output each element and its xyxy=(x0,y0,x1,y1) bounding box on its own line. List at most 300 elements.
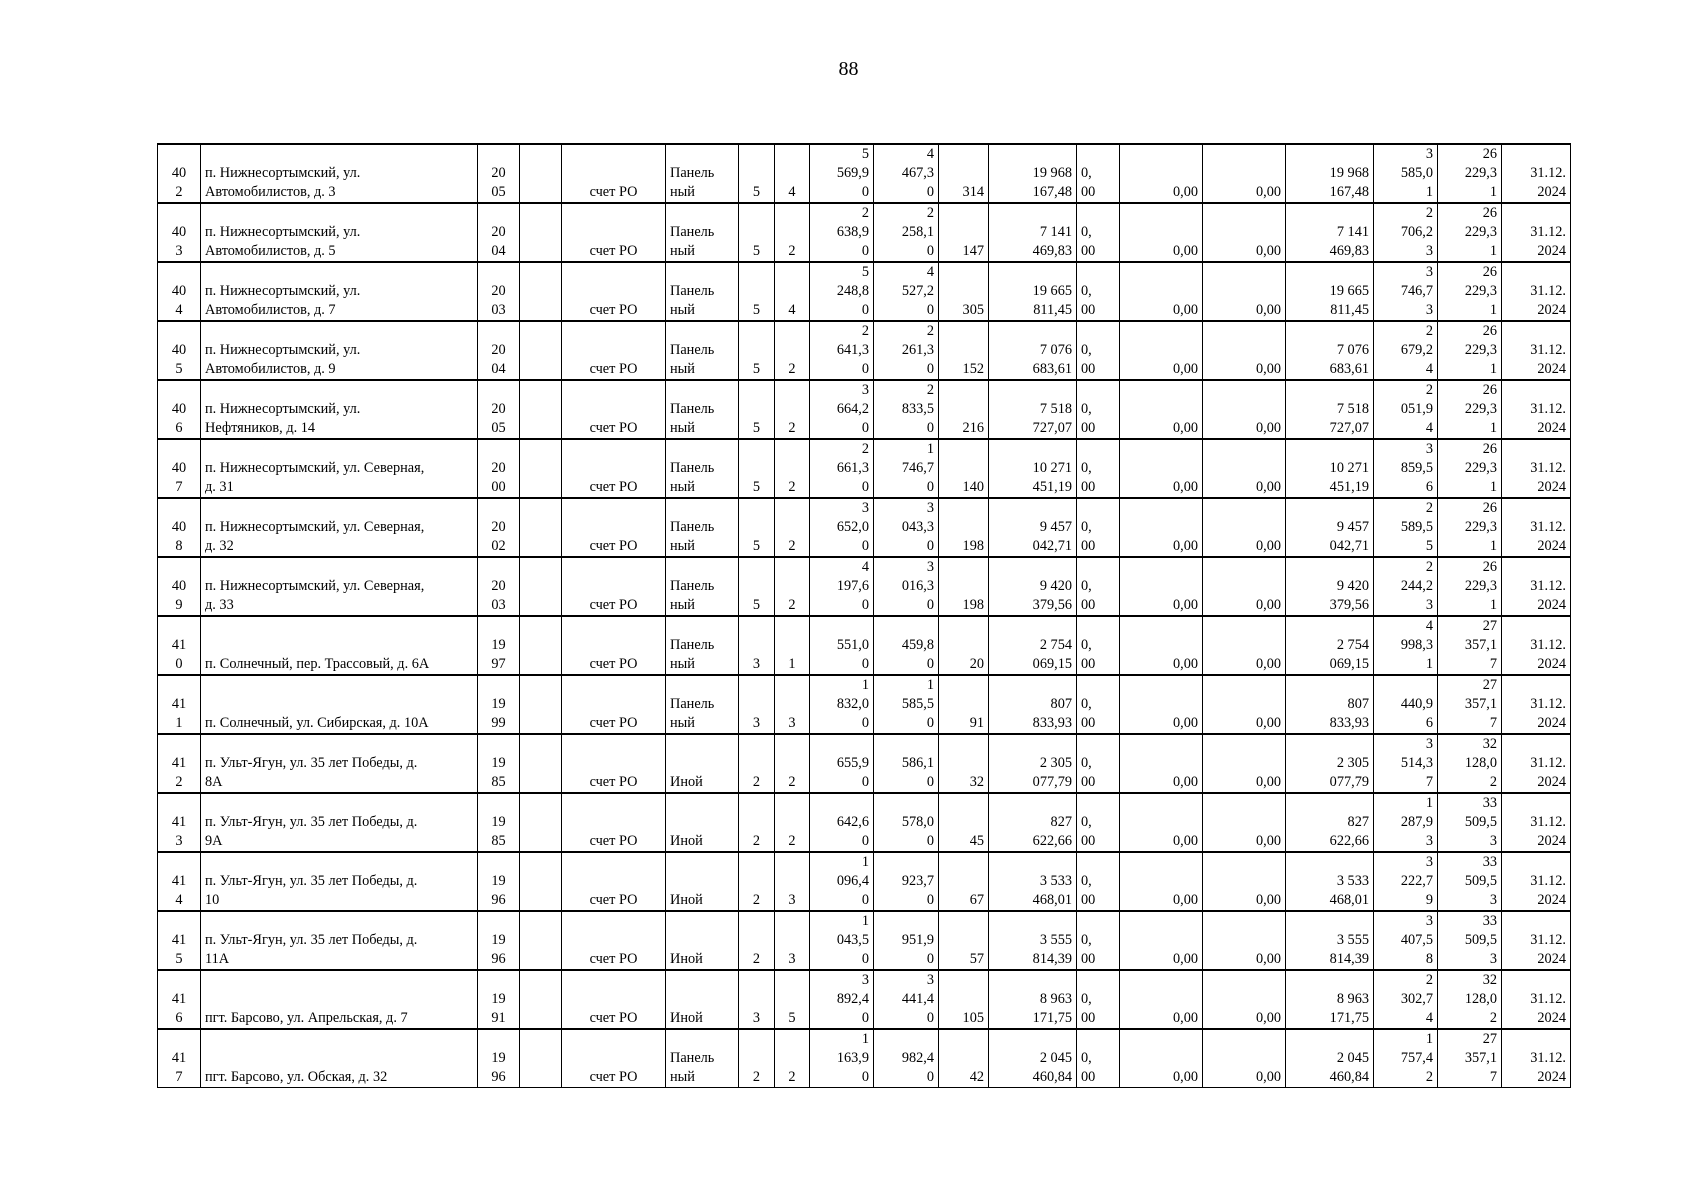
total-area xyxy=(810,675,874,734)
max-cost-per-m2-line: 7 xyxy=(1489,715,1497,731)
address-cell-line: Автомобилистов, д. 7 xyxy=(205,302,336,318)
entrances-line: 2 xyxy=(788,479,796,495)
planned-date-line: 31.12. xyxy=(1530,991,1566,1007)
max-cost-per-m2-line: 32 xyxy=(1482,736,1497,752)
fund-share-line: 0, xyxy=(1081,991,1092,1007)
total-area-line xyxy=(814,794,869,813)
row-number xyxy=(158,498,201,557)
total-cost xyxy=(989,734,1077,793)
total-area-line: 0 xyxy=(861,715,869,731)
wall-material-line: Панель xyxy=(670,165,715,181)
cost-per-m2-line: 679,2 xyxy=(1400,342,1433,358)
commission-year-line: 20 xyxy=(491,578,506,594)
max-cost-per-m2-line: 2 xyxy=(1489,774,1497,790)
max-cost-per-m2 xyxy=(1438,498,1502,557)
row-number-line: 40 xyxy=(171,342,187,358)
total-cost-line: 3 533 xyxy=(1039,873,1072,889)
table-row xyxy=(158,498,1571,557)
blank-cell-line xyxy=(524,360,557,379)
living-area xyxy=(874,557,939,616)
cost-per-m2-line: 2 xyxy=(1425,500,1433,516)
planned-date-line: 2024 xyxy=(1537,302,1566,318)
fund-method xyxy=(562,970,666,1029)
blank-cell-line xyxy=(524,1068,557,1087)
max-cost-per-m2-line: 26 xyxy=(1482,382,1497,398)
address-cell xyxy=(201,675,478,734)
total-area-line: 0 xyxy=(861,184,869,200)
fund-method xyxy=(562,144,666,203)
table-row xyxy=(158,793,1571,852)
max-cost-per-m2-line: 229,3 xyxy=(1464,460,1497,476)
cost-per-m2-line: 514,3 xyxy=(1400,755,1433,771)
total-area xyxy=(810,734,874,793)
entrances xyxy=(775,852,810,911)
blank-cell xyxy=(520,1029,562,1088)
budget-share-b-line: 0,00 xyxy=(1255,361,1281,377)
living-area-line: 2 xyxy=(926,382,934,398)
table-row xyxy=(158,557,1571,616)
owners-funds-line: 469,83 xyxy=(1329,243,1369,259)
fund-share xyxy=(1077,616,1120,675)
blank-cell-line xyxy=(524,419,557,438)
owners-funds xyxy=(1286,1029,1374,1088)
total-area-line: 1 xyxy=(861,677,869,693)
wall-material-line: Панель xyxy=(670,578,715,594)
budget-share-b-line: 0,00 xyxy=(1255,656,1281,672)
owners-funds-line: 19 665 xyxy=(1329,283,1369,299)
planned-date xyxy=(1502,734,1571,793)
budget-share-b-line: 0,00 xyxy=(1255,420,1281,436)
budget-share-b-line: 0,00 xyxy=(1255,892,1281,908)
wall-material-line: Иной xyxy=(670,1010,703,1026)
max-cost-per-m2-line: 1 xyxy=(1489,302,1497,318)
max-cost-per-m2 xyxy=(1438,1029,1502,1088)
address-cell-line: Автомобилистов, д. 5 xyxy=(205,243,336,259)
row-number-line: 7 xyxy=(175,1069,183,1085)
fund-share xyxy=(1077,144,1120,203)
fund-method-line: счет РО xyxy=(589,361,638,377)
total-area-line: 664,2 xyxy=(836,401,869,417)
fund-method-line: счет РО xyxy=(589,1069,638,1085)
planned-date-line: 31.12. xyxy=(1530,460,1566,476)
cost-per-m2 xyxy=(1374,616,1438,675)
cost-per-m2-line: 407,5 xyxy=(1400,932,1433,948)
entrances xyxy=(775,734,810,793)
fund-share xyxy=(1077,675,1120,734)
owners-funds xyxy=(1286,203,1374,262)
owners-funds xyxy=(1286,911,1374,970)
total-area-line: 1 xyxy=(861,913,869,929)
fund-share-line: 00 xyxy=(1081,479,1096,495)
planned-date-line: 31.12. xyxy=(1530,696,1566,712)
row-number-line: 41 xyxy=(171,1050,187,1066)
table-row xyxy=(158,616,1571,675)
wall-material-line xyxy=(670,990,734,1009)
owners-funds-line: 807 xyxy=(1347,696,1369,712)
commission-year xyxy=(478,439,520,498)
commission-year-line: 19 xyxy=(491,637,506,653)
commission-year-line: 05 xyxy=(491,184,506,200)
fund-share xyxy=(1077,498,1120,557)
address-cell-line: п. Нижнесортымский, ул. xyxy=(205,401,361,417)
cost-per-m2-line: 3 xyxy=(1425,736,1433,752)
wall-material xyxy=(666,675,739,734)
owners-funds xyxy=(1286,321,1374,380)
total-area-line: 892,4 xyxy=(836,991,869,1007)
planned-date-line: 2024 xyxy=(1537,1010,1566,1026)
residents-line: 198 xyxy=(962,597,984,613)
address-cell-line: п. Нижнесортымский, ул. xyxy=(205,165,361,181)
living-area-line: 459,8 xyxy=(901,637,934,653)
fund-share xyxy=(1077,203,1120,262)
address-cell xyxy=(201,970,478,1029)
cost-per-m2 xyxy=(1374,970,1438,1029)
row-number-line: 40 xyxy=(171,224,187,240)
max-cost-per-m2-line: 26 xyxy=(1482,323,1497,339)
fund-method xyxy=(562,439,666,498)
commission-year-line: 03 xyxy=(491,302,506,318)
living-area xyxy=(874,675,939,734)
budget-share-a-line: 0,00 xyxy=(1172,951,1198,967)
owners-funds-line: 9 457 xyxy=(1336,519,1369,535)
living-area-line: 0 xyxy=(926,243,934,259)
wall-material-line: Панель xyxy=(670,224,715,240)
wall-material-line: Панель xyxy=(670,401,715,417)
total-cost-line: 042,71 xyxy=(1032,538,1072,554)
max-cost-per-m2-line: 229,3 xyxy=(1464,401,1497,417)
floors-line: 2 xyxy=(752,1069,761,1085)
planned-date-line: 31.12. xyxy=(1530,755,1566,771)
fund-share xyxy=(1077,262,1120,321)
cost-per-m2-line: 287,9 xyxy=(1400,814,1433,830)
living-area-line: 043,3 xyxy=(901,519,934,535)
row-number-line: 41 xyxy=(171,873,187,889)
blank-cell-line xyxy=(524,1009,557,1028)
floors-line: 5 xyxy=(752,479,761,495)
total-area xyxy=(810,970,874,1029)
total-area-line: 0 xyxy=(861,892,869,908)
floors xyxy=(739,734,775,793)
fund-share-line: 00 xyxy=(1081,892,1096,908)
address-cell xyxy=(201,734,478,793)
planned-date-line: 2024 xyxy=(1537,184,1566,200)
floors xyxy=(739,380,775,439)
floors-line: 2 xyxy=(752,892,761,908)
budget-share-b-line: 0,00 xyxy=(1255,1069,1281,1085)
fund-method xyxy=(562,793,666,852)
fund-method xyxy=(562,321,666,380)
total-cost-line: 077,79 xyxy=(1032,774,1072,790)
entrances-line: 4 xyxy=(788,184,796,200)
address-cell-line: Автомобилистов, д. 9 xyxy=(205,361,336,377)
entrances-line: 2 xyxy=(788,243,796,259)
living-area-line xyxy=(878,794,934,813)
entrances-line: 2 xyxy=(788,420,796,436)
total-area-line: 5 xyxy=(861,146,869,162)
living-area-line: 2 xyxy=(926,323,934,339)
wall-material-line: ный xyxy=(670,597,695,613)
planned-date-line: 2024 xyxy=(1537,538,1566,554)
total-area xyxy=(810,203,874,262)
total-cost xyxy=(989,852,1077,911)
residents xyxy=(939,557,989,616)
residents xyxy=(939,734,989,793)
owners-funds-line: 2 305 xyxy=(1336,755,1369,771)
total-cost-line: 811,45 xyxy=(1033,302,1072,318)
owners-funds-line: 077,79 xyxy=(1329,774,1369,790)
planned-date-line: 31.12. xyxy=(1530,873,1566,889)
table-row xyxy=(158,203,1571,262)
blank-cell-line xyxy=(524,478,557,497)
wall-material xyxy=(666,203,739,262)
fund-method xyxy=(562,498,666,557)
entrances-line: 2 xyxy=(788,1069,796,1085)
residents xyxy=(939,793,989,852)
residents-line: 45 xyxy=(969,833,984,849)
entrances-line: 3 xyxy=(788,715,796,731)
planned-date xyxy=(1502,852,1571,911)
residents xyxy=(939,380,989,439)
living-area-line: 3 xyxy=(926,559,934,575)
max-cost-per-m2 xyxy=(1438,203,1502,262)
planned-date-line: 2024 xyxy=(1537,243,1566,259)
budget-share-b xyxy=(1203,380,1286,439)
fund-method xyxy=(562,616,666,675)
address-cell xyxy=(201,498,478,557)
owners-funds xyxy=(1286,970,1374,1029)
total-cost-line: 2 045 xyxy=(1039,1050,1072,1066)
blank-cell xyxy=(520,262,562,321)
total-area-line: 641,3 xyxy=(836,342,869,358)
floors xyxy=(739,321,775,380)
commission-year-line: 02 xyxy=(491,538,506,554)
total-area xyxy=(810,557,874,616)
wall-material-line: Панель xyxy=(670,342,715,358)
wall-material xyxy=(666,144,739,203)
residents-line: 305 xyxy=(962,302,984,318)
floors-line: 5 xyxy=(752,597,761,613)
total-area-line: 832,0 xyxy=(836,696,869,712)
residents-line: 152 xyxy=(962,361,984,377)
total-area xyxy=(810,911,874,970)
floors xyxy=(739,911,775,970)
planned-date xyxy=(1502,616,1571,675)
planned-date xyxy=(1502,380,1571,439)
wall-material xyxy=(666,793,739,852)
total-cost-line: 167,48 xyxy=(1032,184,1072,200)
blank-cell xyxy=(520,144,562,203)
owners-funds-line: 683,61 xyxy=(1329,361,1369,377)
table-row xyxy=(158,970,1571,1029)
max-cost-per-m2 xyxy=(1438,616,1502,675)
cost-per-m2-line: 4 xyxy=(1425,361,1433,377)
cost-per-m2-line: 2 xyxy=(1425,1069,1433,1085)
budget-share-a-line: 0,00 xyxy=(1172,302,1198,318)
owners-funds-line: 167,48 xyxy=(1329,184,1369,200)
budget-share-a-line: 0,00 xyxy=(1172,361,1198,377)
entrances-line: 2 xyxy=(788,597,796,613)
max-cost-per-m2-line: 509,5 xyxy=(1464,873,1497,889)
address-cell-line: пгт. Барсово, ул. Апрельская, д. 7 xyxy=(205,1010,408,1026)
commission-year-line: 85 xyxy=(491,833,506,849)
max-cost-per-m2-line: 26 xyxy=(1482,441,1497,457)
cost-per-m2-line: 5 xyxy=(1425,538,1433,554)
commission-year xyxy=(478,380,520,439)
row-number xyxy=(158,203,201,262)
living-area xyxy=(874,734,939,793)
owners-funds-line: 10 271 xyxy=(1329,460,1369,476)
fund-share-line: 00 xyxy=(1081,597,1096,613)
max-cost-per-m2-line: 357,1 xyxy=(1464,637,1497,653)
page-number: 88 xyxy=(838,58,859,80)
wall-material-line: ный xyxy=(670,479,695,495)
fund-share-line: 00 xyxy=(1081,538,1096,554)
budget-share-a xyxy=(1120,557,1203,616)
living-area-line: 0 xyxy=(926,361,934,377)
commission-year-line: 19 xyxy=(491,1050,506,1066)
wall-material xyxy=(666,852,739,911)
commission-year xyxy=(478,793,520,852)
owners-funds xyxy=(1286,852,1374,911)
cost-per-m2-line: 7 xyxy=(1425,774,1433,790)
planned-date-line: 2024 xyxy=(1537,656,1566,672)
total-cost xyxy=(989,380,1077,439)
living-area-line: 0 xyxy=(926,774,934,790)
total-area-line: 638,9 xyxy=(836,224,869,240)
total-area-line: 2 xyxy=(861,441,869,457)
total-area-line: 1 xyxy=(861,1031,869,1047)
owners-funds-line: 460,84 xyxy=(1329,1069,1369,1085)
row-number-line: 41 xyxy=(171,696,187,712)
entrances-line: 1 xyxy=(788,656,796,672)
wall-material-line: ный xyxy=(670,184,695,200)
entrances-line: 2 xyxy=(788,774,796,790)
table-body xyxy=(158,144,1571,1088)
address-cell-line xyxy=(205,695,473,714)
budget-share-a xyxy=(1120,793,1203,852)
fund-share-line: 0, xyxy=(1081,165,1092,181)
cost-per-m2-line: 2 xyxy=(1425,559,1433,575)
living-area xyxy=(874,616,939,675)
blank-cell xyxy=(520,321,562,380)
entrances xyxy=(775,970,810,1029)
row-number-line: 40 xyxy=(171,519,187,535)
blank-cell xyxy=(520,852,562,911)
row-number-line: 1 xyxy=(175,715,183,731)
budget-share-b xyxy=(1203,144,1286,203)
fund-method-line: счет РО xyxy=(589,420,638,436)
planned-date xyxy=(1502,439,1571,498)
total-area-line: 4 xyxy=(861,559,869,575)
living-area xyxy=(874,793,939,852)
residents xyxy=(939,321,989,380)
planned-date-line: 31.12. xyxy=(1530,224,1566,240)
living-area-line: 586,1 xyxy=(901,755,934,771)
commission-year-line: 96 xyxy=(491,1069,506,1085)
blank-cell-line xyxy=(524,301,557,320)
living-area-line: 0 xyxy=(926,538,934,554)
row-number-line: 3 xyxy=(175,243,183,259)
fund-method xyxy=(562,675,666,734)
cost-per-m2-line xyxy=(1378,676,1433,695)
blank-cell xyxy=(520,439,562,498)
max-cost-per-m2 xyxy=(1438,321,1502,380)
wall-material-line: ный xyxy=(670,1069,695,1085)
fund-method-line: счет РО xyxy=(589,479,638,495)
floors xyxy=(739,1029,775,1088)
address-cell-line: Нефтяников, д. 14 xyxy=(205,420,316,436)
row-number xyxy=(158,970,201,1029)
fund-share-line: 00 xyxy=(1081,833,1096,849)
address-cell-line: 11А xyxy=(205,951,230,967)
wall-material-line: ный xyxy=(670,538,695,554)
cost-per-m2-line: 302,7 xyxy=(1400,991,1433,1007)
planned-date xyxy=(1502,498,1571,557)
wall-material xyxy=(666,911,739,970)
living-area xyxy=(874,852,939,911)
max-cost-per-m2-line: 1 xyxy=(1489,243,1497,259)
living-area-line xyxy=(878,912,934,931)
row-number-line: 41 xyxy=(171,814,187,830)
entrances-line: 3 xyxy=(788,892,796,908)
cost-per-m2-line: 3 xyxy=(1425,302,1433,318)
total-area-line: 2 xyxy=(861,323,869,339)
blank-cell xyxy=(520,675,562,734)
residents xyxy=(939,498,989,557)
max-cost-per-m2-line: 7 xyxy=(1489,1069,1497,1085)
budget-share-a-line: 0,00 xyxy=(1172,420,1198,436)
total-area-line: 0 xyxy=(861,302,869,318)
total-cost-line: 460,84 xyxy=(1032,1069,1072,1085)
total-area-line: 043,5 xyxy=(836,932,869,948)
owners-funds xyxy=(1286,675,1374,734)
entrances xyxy=(775,262,810,321)
row-number-line: 6 xyxy=(175,420,183,436)
fund-share xyxy=(1077,557,1120,616)
fund-share-line: 00 xyxy=(1081,243,1096,259)
commission-year-line: 20 xyxy=(491,401,506,417)
floors xyxy=(739,852,775,911)
budget-share-b-line: 0,00 xyxy=(1255,243,1281,259)
budget-share-a xyxy=(1120,1029,1203,1088)
total-area-line: 0 xyxy=(861,833,869,849)
row-number-line: 8 xyxy=(175,538,183,554)
wall-material xyxy=(666,262,739,321)
row-number-line: 3 xyxy=(175,833,183,849)
cost-per-m2-line: 440,9 xyxy=(1400,696,1433,712)
floors xyxy=(739,793,775,852)
blank-cell-line xyxy=(524,537,557,556)
budget-share-a xyxy=(1120,675,1203,734)
cost-per-m2 xyxy=(1374,321,1438,380)
cost-per-m2 xyxy=(1374,557,1438,616)
row-number-line: 2 xyxy=(175,774,183,790)
fund-method xyxy=(562,380,666,439)
floors-line: 5 xyxy=(752,361,761,377)
commission-year-line: 97 xyxy=(491,656,506,672)
max-cost-per-m2 xyxy=(1438,675,1502,734)
total-cost-line: 7 141 xyxy=(1039,224,1072,240)
max-cost-per-m2 xyxy=(1438,793,1502,852)
fund-share-line: 0, xyxy=(1081,755,1092,771)
planned-date xyxy=(1502,911,1571,970)
owners-funds-line: 8 963 xyxy=(1336,991,1369,1007)
owners-funds-line: 2 754 xyxy=(1336,637,1369,653)
fund-share-line: 0, xyxy=(1081,283,1092,299)
row-number xyxy=(158,380,201,439)
cost-per-m2-line: 746,7 xyxy=(1400,283,1433,299)
total-cost-line: 171,75 xyxy=(1032,1010,1072,1026)
